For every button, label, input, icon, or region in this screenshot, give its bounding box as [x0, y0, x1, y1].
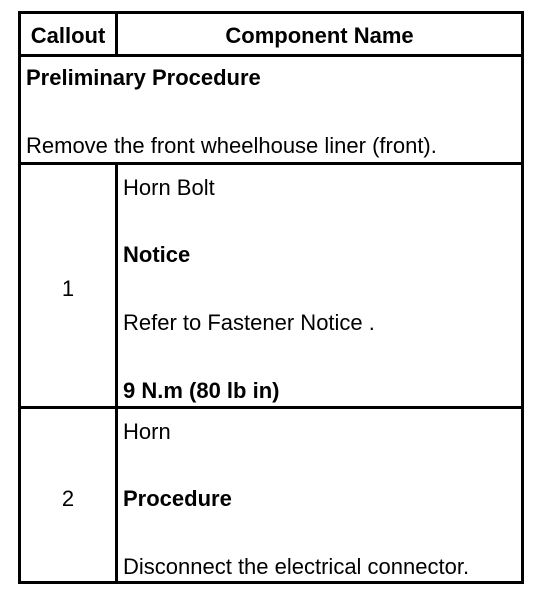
header-separator [21, 54, 521, 57]
row-1-name: Horn Bolt [123, 175, 215, 200]
row-1-callout: 1 [61, 276, 75, 301]
row-1-notice-text: Refer to Fastener Notice . [123, 310, 375, 335]
row-separator [21, 406, 521, 409]
row-2-name: Horn [123, 419, 171, 444]
row-1-torque: 9 N.m (80 lb in) [123, 378, 280, 403]
preliminary-heading: Preliminary Procedure [26, 65, 261, 90]
row-1-notice-label: Notice [123, 242, 191, 267]
preliminary-separator [21, 162, 521, 165]
row-2-callout: 2 [61, 486, 75, 511]
header-column-divider [115, 14, 118, 54]
header-component-name: Component Name [225, 23, 414, 48]
preliminary-text: Remove the front wheelhouse liner (front). [26, 133, 437, 158]
row-2-procedure-text: Disconnect the electrical connector. [123, 554, 470, 579]
body-column-divider [115, 162, 118, 584]
header-callout: Callout [30, 23, 106, 48]
procedure-table [18, 11, 524, 584]
row-2-procedure-label: Procedure [123, 486, 232, 511]
